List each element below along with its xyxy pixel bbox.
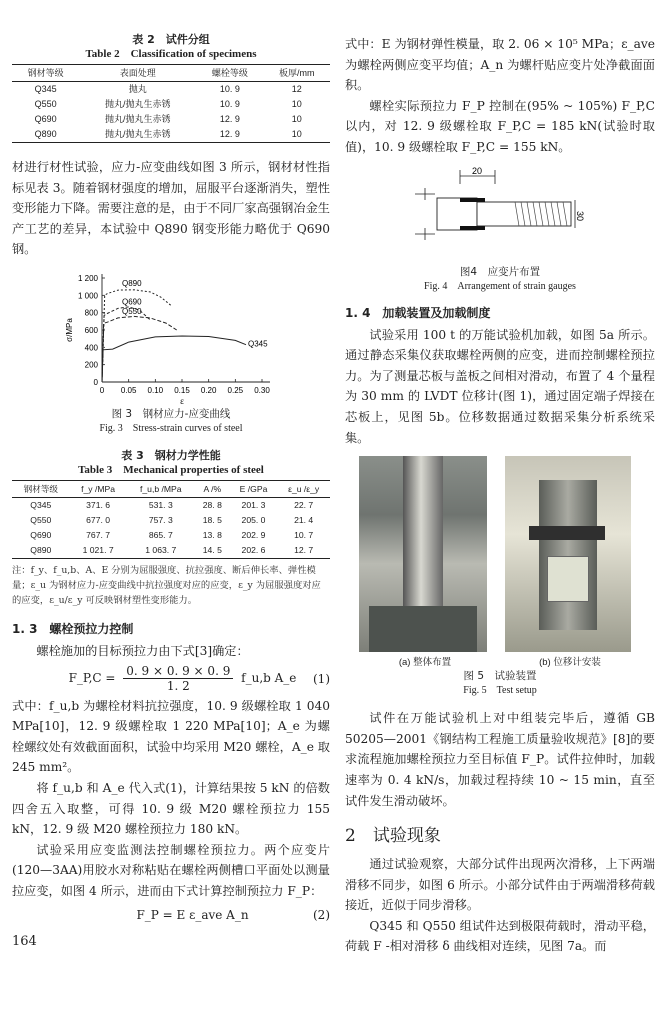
table-cell: 677. 0: [86, 514, 111, 525]
dim-label-top: 20: [472, 165, 483, 176]
y-tick-label: 200: [84, 360, 98, 370]
table-cell: 1 063. 7: [127, 543, 195, 559]
table3-header: 钢材等级: [12, 480, 70, 497]
page-number: 164: [12, 933, 37, 949]
table3-header: f_u,b /MPa: [127, 480, 195, 497]
series-label: Q890: [122, 279, 142, 289]
x-tick-label: 0.15: [174, 385, 190, 395]
table-cell: 767. 7: [86, 529, 111, 540]
fig5a-label: (a) 整体布置: [398, 657, 452, 669]
table-cell: 28. 8: [202, 499, 222, 510]
table-cell: Q690: [30, 529, 52, 540]
bolt-head: [437, 198, 477, 230]
paragraph: 螺栓施加的目标预拉力由下式[3]确定：: [36, 643, 249, 658]
equation-number: (1): [313, 671, 330, 686]
x-axis-label: ε: [180, 395, 184, 406]
series-label: Q345: [248, 339, 268, 349]
paragraph: 试验采用应变监测法控制螺栓预拉力。两个应变片(120—3AA)用胶水对称粘贴在螺栓两侧槽口平面处以测量拉应变，如图 4 所示，进而由下式计算控制预拉力 F_P：: [12, 842, 330, 898]
table-cell: 12: [291, 84, 302, 94]
equation-numerator: 0. 9 × 0. 9 × 0. 9: [123, 664, 233, 679]
table-cell: 1 021. 7: [70, 543, 127, 559]
table-cell: 22. 7: [294, 499, 314, 510]
table-cell: 10: [264, 127, 330, 143]
table-cell: 抛丸/抛丸生赤锈: [105, 114, 171, 124]
equation-1-body: [69, 664, 297, 693]
specimen-plate: [539, 480, 597, 630]
table-cell: 202. 9: [241, 529, 266, 540]
paragraph: 式中：E 为钢材弹性模量，取 2. 06 × 10⁵ MPa；ε_ave 为螺栓两侧应变平均值；A_n 为螺杆贴应变片处净截面面积。: [345, 37, 655, 93]
table-cell: Q690: [34, 114, 57, 124]
paragraph: 式中：f_u,b 为螺栓材料抗拉强度，10. 9 级螺栓取 1 040 MPa[10]，12. 9 级螺栓取 1 220 MPa[10]；A_e 为螺栓螺纹处有效截面面积，试验中均采用 M20 螺栓，A_e 取 245 mm²。: [12, 698, 330, 775]
section-2-title: 2 试验现象: [345, 826, 441, 847]
table-row: [12, 127, 330, 143]
series-label: Q690: [122, 297, 142, 307]
paragraph: 材进行材性试验，应力-应变曲线如图 3 所示，钢材材性指标见表 3。随着钢材强度的增加，屈服平台逐渐消失，塑性变形能力下降。需要注意的是，由于不同厂家高强钢冶金生产工艺的差异，本试验中 Q890 钢变形能力略优于 Q690 钢。: [12, 160, 330, 257]
table-cell: 13. 8: [202, 529, 222, 540]
fig4-caption-en: Fig. 4 Arrangement of strain gauges: [424, 280, 576, 292]
right-column: [345, 0, 655, 957]
table-cell: 10. 7: [294, 529, 314, 540]
table-row: [12, 112, 330, 127]
table-row: [12, 497, 330, 513]
table-cell: 10. 9: [219, 84, 240, 94]
bolt-shank: [477, 202, 571, 226]
fig4-svg: [345, 164, 655, 264]
table3-note: 注：f_y、f_u,b、A、E 分别为屈服强度、抗拉强度、断后伸长率、弹性模量；ε_u 为钢材应力-应变曲线中抗拉强度对应的应变，ε_y 为屈服强度对应的应变，ε_u/ε_y 可反映钢材塑性变形能力。: [12, 564, 321, 606]
section-1-4-title: 1. 4 加载装置及加载制度: [345, 305, 491, 320]
strain-gauge-top: [460, 198, 485, 202]
table3-header: f_y /MPa: [70, 480, 127, 497]
table2-header: 板厚/mm: [264, 65, 330, 82]
lvdt-clamp: [529, 526, 605, 540]
equation-number: (2): [313, 907, 330, 922]
table-cell: 12. 7: [277, 543, 330, 559]
table-cell: 10. 9: [219, 99, 240, 109]
series-line-q345: [102, 336, 246, 382]
table-row: [12, 528, 330, 543]
x-tick-label: 0.30: [254, 385, 270, 395]
y-tick-label: 400: [84, 343, 98, 353]
equation-1: [12, 662, 330, 696]
machine-base: [369, 606, 477, 652]
x-tick-label: 0: [99, 385, 105, 395]
equation-fraction: [123, 664, 233, 693]
table3: [12, 480, 330, 559]
equation-lhs: F_P,C =: [68, 671, 116, 686]
equation-denominator: 1. 2: [166, 679, 190, 694]
fig4-caption-cn: 图4 应变片布置: [459, 265, 541, 278]
x-tick-label: 0.10: [147, 385, 164, 395]
table3-title-en: Table 3 Mechanical properties of steel: [78, 463, 264, 476]
table-cell: 201. 3: [241, 499, 266, 510]
fig3-caption-en: Fig. 3 Stress-strain curves of steel: [99, 422, 243, 434]
x-tick-label: 0.20: [200, 385, 217, 395]
table-cell: 抛丸/抛丸生赤锈: [105, 99, 171, 109]
table-cell: Q890: [12, 543, 70, 559]
table-cell: Q345: [34, 84, 57, 94]
y-tick-label: 1 000: [77, 291, 98, 301]
table-cell: 抛丸: [128, 84, 147, 94]
equation-2: [12, 902, 330, 928]
paragraph: 试件在万能试验机上对中组装完毕后，遵循 GB 50205—2001《钢结构工程施工质量验收规范》[8]的要求流程施加螺栓预拉力至目标值 F_P。试件拉伸时，加载速率为 0. 4 kN/s，加载过程持续 10 ~ 15 min，直至试件发生滑动破坏。: [345, 711, 655, 808]
table-cell: 12. 9: [219, 114, 240, 124]
table-cell: Q890: [12, 127, 79, 143]
lvdt-sensor: [547, 556, 589, 602]
paragraph: Q345 和 Q550 组试件达到极限荷载时，滑动平稳，荷载 F -相对滑移 δ 曲线相对连续，见图 7a。而: [345, 918, 655, 954]
fig3-chart: [12, 270, 330, 406]
paragraph: 试验采用 100 t 的万能试验机加载，如图 5a 所示。通过静态采集仪获取螺栓两侧的应变，进而控制螺栓预拉力。为了测量芯板与盖板之间相对滑动，布置了 4 个量程为 30 mm 的 LVDT 位移计(图 1)，通过固定端子焊接在芯板上，见图 5b。位移数据通过数据采集分析系统采集。: [345, 327, 655, 445]
equation-rhs: f_u,b A_e: [241, 671, 297, 686]
y-tick-label: 1 200: [77, 273, 98, 283]
table3-title-cn: 表 3 钢材力学性能: [121, 448, 221, 462]
table2-header: 螺栓等级: [196, 65, 263, 82]
series-line-q690: [102, 307, 150, 382]
section-1-3-title: 1. 3 螺栓预拉力控制: [12, 621, 134, 636]
table-cell: 18. 5: [202, 514, 222, 525]
table-cell: 21. 4: [294, 514, 314, 525]
fig5-caption-cn: 图 5 试验装置: [463, 670, 537, 683]
table2-header: 表面处理: [79, 65, 196, 82]
table2-title-cn: 表 2 试件分组: [132, 33, 210, 46]
table-cell: 10: [291, 99, 302, 109]
dim-label-side: 30: [575, 210, 585, 221]
table-cell: 14. 5: [195, 543, 230, 559]
table-cell: 205. 0: [241, 514, 266, 525]
table3-header: A /%: [195, 480, 230, 497]
fig5-photos: [345, 456, 655, 668]
table-cell: 抛丸/抛丸生赤锈: [79, 127, 196, 143]
table-row: [12, 543, 330, 559]
equation-2-body: F_P = E ε_ave A_n: [136, 907, 249, 922]
table-cell: Q345: [30, 499, 52, 510]
table-row: [12, 513, 330, 528]
table-cell: Q550: [30, 514, 52, 525]
fig5b-label: (b) 位移计安装: [539, 657, 601, 669]
table-cell: 371. 6: [86, 499, 111, 510]
paragraph: 将 f_u,b 和 A_e 代入式(1)，计算结果按 5 kN 的倍数四舍五入取整，可得 10. 9 级 M20 螺栓预拉力 155 kN，12. 9 级 M20 螺栓预拉力 180 kN。: [12, 780, 330, 837]
y-tick-label: 800: [84, 308, 98, 318]
table3-header: E /GPa: [230, 480, 278, 497]
strain-gauge-bottom: [460, 226, 485, 230]
table-cell: 12. 9: [196, 127, 263, 143]
paragraph: 通过试验观察，大部分试件出现两次滑移，上下两端滑移不同步，如图 6 所示。小部分试件由于两端滑移荷载接近，近似于同步滑移。: [345, 857, 655, 913]
x-tick-label: 0.25: [227, 385, 244, 395]
left-column: [12, 0, 330, 949]
y-tick-label: 0: [93, 377, 98, 387]
table2: [12, 64, 330, 143]
y-axis-label: σ/MPa: [65, 318, 74, 342]
table-cell: 531. 3: [148, 499, 173, 510]
table2-header: 钢材等级: [12, 65, 79, 82]
table-row: [12, 97, 330, 112]
table-cell: 10: [291, 114, 302, 124]
table2-title-en: Table 2 Classification of specimens: [85, 48, 257, 60]
table3-header: ε_u /ε_y: [277, 480, 330, 497]
table-cell: 865. 7: [148, 529, 173, 540]
fig4-diagram: [345, 164, 655, 264]
table-cell: 757. 3: [148, 514, 173, 525]
series-label: Q550: [122, 306, 142, 316]
fig5-caption-en: Fig. 5 Test setup: [463, 685, 537, 697]
y-tick-label: 600: [84, 325, 98, 335]
table-row: [12, 82, 330, 98]
lvdt-photo: [505, 456, 631, 652]
fig3-svg: [12, 270, 330, 406]
table-cell: 202. 6: [230, 543, 278, 559]
paragraph: 螺栓实际预拉力 F_P 控制在(95% ~ 105%) F_P,C 以内，对 12. 9 级螺栓取 F_P,C = 185 kN(试验时取值)，10. 9 级螺栓取 F_P,C = 155 kN。: [345, 98, 655, 154]
fig3-caption-cn: 图 3 钢材应力-应变曲线: [111, 407, 231, 420]
table-cell: Q550: [34, 99, 57, 109]
test-machine-photo: [359, 456, 487, 652]
x-tick-label: 0.05: [120, 385, 137, 395]
